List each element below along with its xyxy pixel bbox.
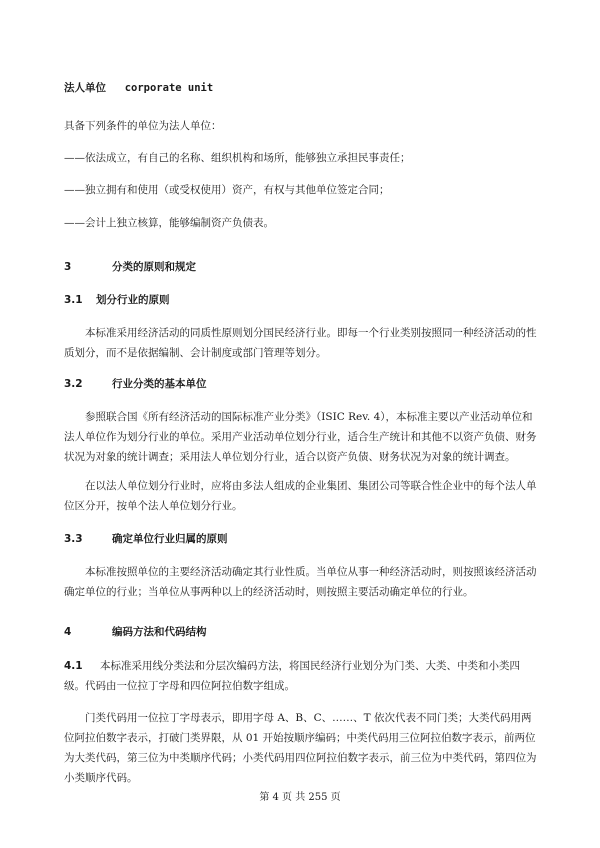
term-title-en: corporate unit	[124, 82, 214, 94]
section-4-heading	[64, 622, 538, 642]
section-3-3-title: 确定单位行业归属的原则	[112, 533, 228, 545]
section-4-1-paragraph-1	[64, 656, 538, 696]
page-footer: 第 4 页 共 255 页	[259, 792, 341, 803]
section-3-1-paragraph: 本标准采用经济活动的同质性原则划分国民经济行业。即每一个行业类别按照同一种经济活动的性质划分，而不是依据编制、会计制度或部门管理等划分。	[64, 327, 537, 359]
section-4-1-number: 4.1	[64, 660, 83, 672]
section-3-2-number: 3.2	[64, 378, 83, 390]
section-3-2-paragraph-1: 参照联合国《所有经济活动的国际标准产业分类》（ISIC Rev. 4），本标准主要以产业活动单位和法人单位作为划分行业的单位。采用产业活动单位划分行业，适合生产统计和其他不以资产负债、财务状况为对象的统计调查；采用法人单位划分行业，适合以资产负债、财务状况为对象的统计调查。	[64, 411, 537, 463]
section-3-3-paragraph: 本标准按照单位的主要经济活动确定其行业性质。当单位从事一种经济活动时，则按照该经济活动确定单位的行业；当单位从事两种以上的经济活动时，则按照主要活动确定单位的行业。	[64, 566, 537, 598]
term-intro: 具备下列条件的单位为法人单位：	[64, 120, 222, 132]
term-item-2: ——独立拥有和使用（或受权使用）资产，有权与其他单位签定合同；	[64, 184, 390, 196]
section-4-1-paragraph-2: 门类代码用一位拉丁字母表示，即用字母 A、B、C、……、T 依次代表不同门类；大类代码用两位阿拉伯数字表示，打破门类界限，从 01 开始按顺序编码；中类代码用三位阿拉伯数字表示，前两位为大类代码，第三位为中类顺序代码；小类代码用四位阿拉伯数字表示，前三位为中类代码，第四位为小类顺序代码。	[64, 712, 537, 784]
term-item-1: ——依法成立，有自己的名称、组织机构和场所，能够独立承担民事责任；	[64, 152, 411, 164]
section-3-title: 分类的原则和规定	[112, 261, 196, 273]
term-heading	[64, 78, 538, 98]
section-3-number: 3	[64, 261, 72, 273]
section-4-number: 4	[64, 626, 72, 638]
section-3-1-number: 3.1	[64, 294, 83, 306]
section-3-2-title: 行业分类的基本单位	[112, 378, 207, 390]
section-3-2-heading	[64, 374, 538, 394]
section-3-1-title: 划分行业的原则	[96, 294, 170, 306]
section-4-1-text: 本标准采用线分类法和分层次编码方法，将国民经济行业划分为门类、大类、中类和小类四级。代码由一位拉丁字母和四位阿拉伯数字组成。	[64, 660, 520, 692]
section-3-heading	[64, 257, 538, 277]
section-3-3-heading	[64, 529, 538, 549]
section-3-1-heading	[64, 290, 538, 310]
section-4-title: 编码方法和代码结构	[112, 626, 207, 638]
term-item-3: ——会计上独立核算，能够编制资产负债表。	[64, 217, 274, 229]
term-title-zh: 法人单位	[64, 82, 106, 94]
section-3-2-paragraph-2: 在以法人单位划分行业时，应将由多法人组成的企业集团、集团公司等联合性企业中的每个法人单位区分开，按单个法人单位划分行业。	[64, 480, 537, 512]
section-3-3-number: 3.3	[64, 533, 83, 545]
